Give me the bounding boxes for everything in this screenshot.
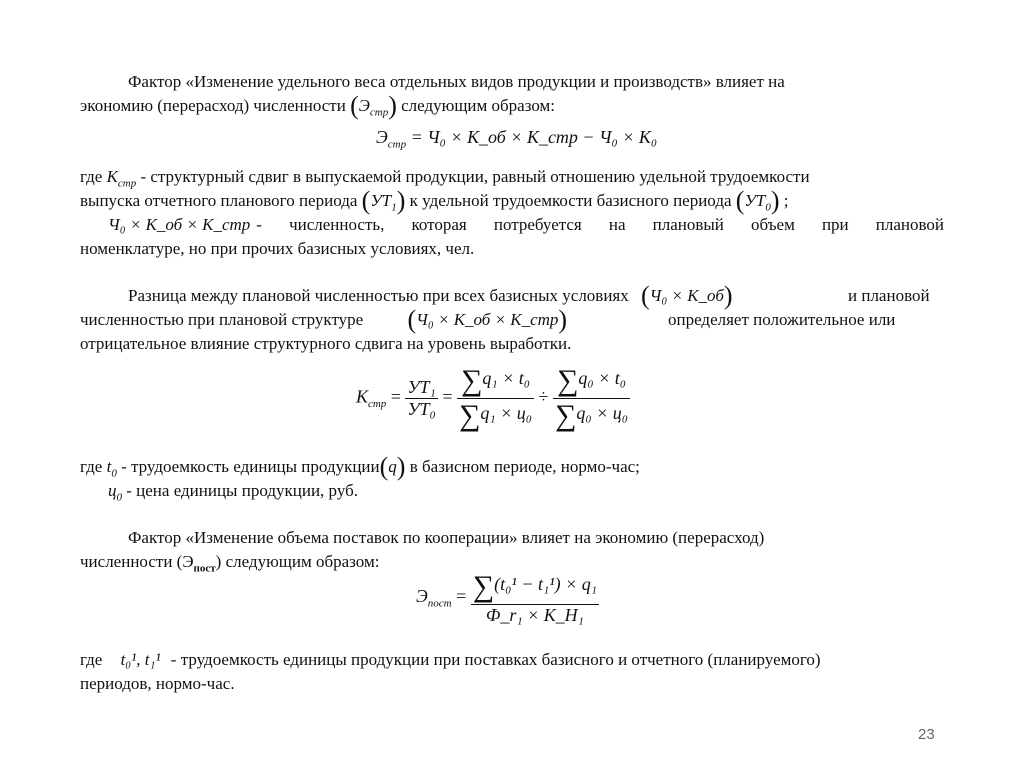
p4-line2: численностью при плановой структуре (Ч₀ × К_об × К_стр) — [80, 305, 568, 334]
formula-economy-structure: $Э_{стр} = Ч_0$ × К_об × К_стр − Ч₀ × К₀ — [376, 127, 658, 151]
p1-line1: Фактор «Изменение удельного веса отдельных видов продукции и производств» влияет на — [128, 72, 785, 91]
p5-line1: где $t_0$ - трудоемкость единицы продукции(q) в базисном периоде, нормо-час; — [80, 452, 640, 481]
p3-line2: номенклатуре, но при прочих базисных условиях, чел. — [80, 239, 475, 258]
p2-line2: выпуска отчетного планового периода $(УТ_1)$ к удельной трудоемкости базисного периода $(УТ_0)$ ; — [80, 186, 789, 215]
p5-line2: $ц_0$ - цена единицы продукции, руб. — [108, 481, 358, 504]
economy-symbol: $(Э_{стр})$ — [350, 91, 397, 120]
p7-line1: где t₀¹, t₁¹ - трудоемкость единицы продукции при поставках базисного и отчетного (планируемого) — [80, 650, 821, 669]
formula-structural-shift: $К_{стр}$ = $\frac{\text{УТ₁}}{\text{УТ₀}}$ = $\frac{\text{∑q₁ × t₀}}{\text{∑q₁ × ц₀}}$ ÷ $\frac{\text{∑q₀ × t₀}}{\text{∑q₀ × ц₀}}$ — [356, 364, 628, 432]
p1-line2: экономию (перерасход) численности $(Э_{стр})$ следующим образом: — [80, 91, 556, 120]
p4-line3: отрицательное влияние структурного сдвига на уровень выработки. — [80, 334, 572, 353]
p4-line2-end: определяет положительное или — [668, 310, 896, 329]
p6-line2: численности $(Э_{пост})$ следующим образом: — [80, 552, 380, 575]
p6-line1: Фактор «Изменение объема поставок по кооперации» влияет на экономию (перерасход) — [128, 528, 765, 547]
p7-line2: периодов, нормо-час. — [80, 674, 235, 693]
formula-cooperation: $Э_{пост}$ = $\frac{\text{∑(t₀¹ − t₁¹) × q₁}}{\text{Ф\_r₁ × К\_Н₁}}$ — [416, 570, 598, 625]
p4-line1: Разница между плановой численностью при всех базисных условиях (Ч₀ × К_об) — [128, 281, 733, 310]
p3-line1: Ч₀ × К_об × К_стр - численность, которая потребуется на плановый объем при плановой — [108, 215, 944, 234]
page-number: 23 — [918, 726, 935, 743]
p4-line1-end: и плановой — [848, 286, 930, 305]
p2-line1: где $К_{стр}$ - структурный сдвиг в выпускаемой продукции, равный отношению удельной трудоемкости — [80, 167, 810, 190]
